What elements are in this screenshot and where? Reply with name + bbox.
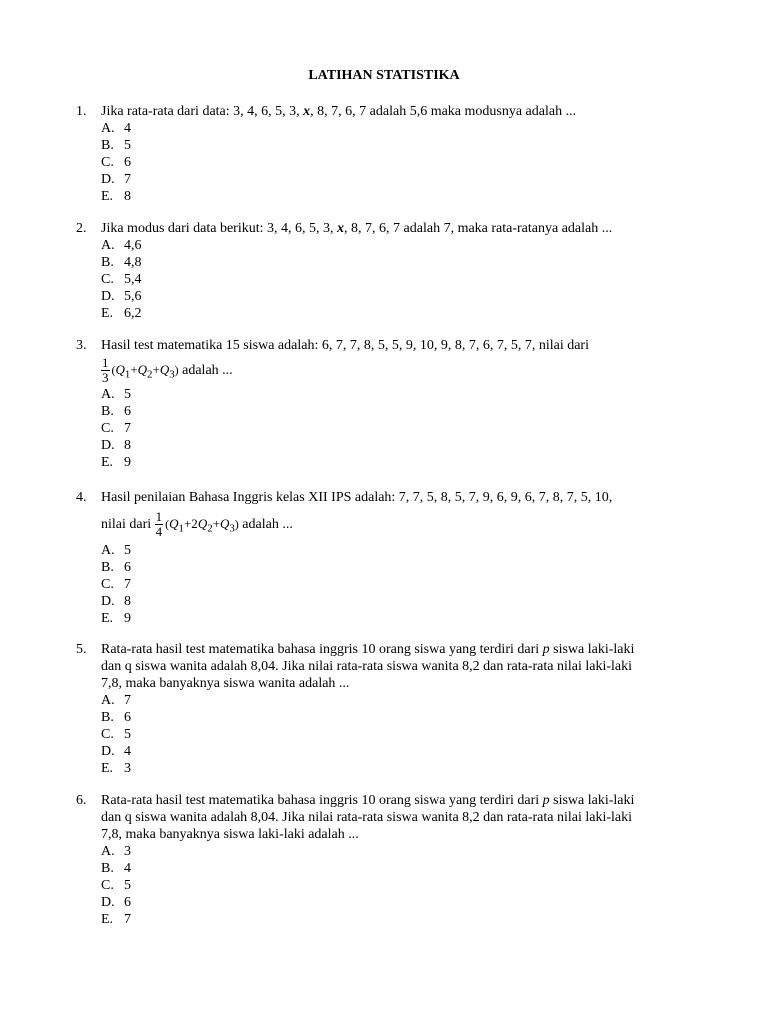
option-e: E. 7 <box>101 912 131 927</box>
question-number: 5. <box>76 642 87 657</box>
question-text: Hasil test matematika 15 siswa adalah: 6, 7, 7, 8, 5, 5, 9, 10, 9, 8, 7, 6, 7, 5, 7, nilai dari <box>101 338 589 353</box>
quartile-expression: $(Q_1+2Q_2+Q_3)$ <box>165 516 239 535</box>
option-d: D. 6 <box>101 895 131 910</box>
option-d: D. 7 <box>101 172 131 187</box>
fraction: $\frac{1}{4}$ <box>155 509 163 540</box>
option-a: A. 7 <box>101 693 131 708</box>
options-list <box>101 120 696 205</box>
question-number: 3. <box>76 338 87 353</box>
options-list <box>101 542 696 627</box>
option-b: B. 6 <box>101 560 131 575</box>
option-b: B. 6 <box>101 404 131 419</box>
question-text: Jika modus dari data berikut: 3, 4, 6, 5, 3, x, 8, 7, 6, 7 adalah 7, maka rata-ratanya adalah ... <box>101 221 613 236</box>
options-list <box>101 843 696 928</box>
options-list <box>101 692 696 777</box>
option-d: D. 8 <box>101 594 131 609</box>
variable-x: x <box>337 221 345 236</box>
option-e: E. 6,2 <box>101 306 142 321</box>
variable-p: p <box>542 793 550 808</box>
option-b: B. 6 <box>101 710 131 725</box>
question-5: 5. Rata-rata hasil test matematika bahasa inggris 10 orang siswa yang terdiri dari p siswa laki-laki dan q siswa wanita adalah 8,04. Jika nilai rata-rata siswa wanita 8,2 dan rata-rata nilai laki-laki 7,8, maka banyaknya siswa wanita adalah ... A. 7 B. 6 C. 5 D. 4 E. 3 <box>76 641 696 777</box>
options-list <box>101 386 696 471</box>
question-number: 1. <box>76 104 87 119</box>
question-3 <box>76 337 696 471</box>
formula-line: nilai dari $\frac{1}{4}$ $(Q_1+2Q_2+Q_3)$ adalah ... <box>101 509 293 540</box>
option-e: E. 9 <box>101 455 131 470</box>
question-2 <box>76 220 696 322</box>
option-a: A. 4,6 <box>101 238 142 253</box>
variable-x: x <box>303 104 311 119</box>
option-a: A. 4 <box>101 121 131 136</box>
fraction: $\frac{1}{3}$ <box>102 355 109 386</box>
option-b: B. 4 <box>101 861 131 876</box>
option-d: D. 4 <box>101 744 131 759</box>
option-c: C. 6 <box>101 155 131 170</box>
variable-p: p <box>542 642 550 657</box>
question-1 <box>76 103 696 205</box>
question-text: Rata-rata hasil test matematika bahasa inggris 10 orang siswa yang terdiri dari p siswa laki-laki <box>101 642 635 657</box>
question-text: Rata-rata hasil test matematika bahasa inggris 10 orang siswa yang terdiri dari p siswa laki-laki <box>101 793 635 808</box>
quartile-expression: $(Q_1+Q_2+Q_3)$ <box>111 362 179 381</box>
option-a: A. 3 <box>101 844 131 859</box>
option-e: E. 9 <box>101 611 131 626</box>
page-title: LATIHAN STATISTIKA <box>308 68 460 83</box>
option-a: A. 5 <box>101 543 131 558</box>
option-b: B. 4,8 <box>101 255 142 270</box>
option-c: C. 5 <box>101 727 131 742</box>
option-e: E. 8 <box>101 189 131 204</box>
option-b: B. 5 <box>101 138 131 153</box>
option-a: A. 5 <box>101 387 131 402</box>
option-c: C. 7 <box>101 577 131 592</box>
option-d: D. 8 <box>101 438 131 453</box>
question-number: 2. <box>76 221 87 236</box>
question-number: 4. <box>76 490 87 505</box>
option-d: D. 5,6 <box>101 289 142 304</box>
option-c: C. 5,4 <box>101 272 142 287</box>
option-c: C. 7 <box>101 421 131 436</box>
option-c: C. 5 <box>101 878 131 893</box>
question-text: Hasil penilaian Bahasa Inggris kelas XII IPS adalah: 7, 7, 5, 8, 5, 7, 9, 6, 9, 6, 7, 8, 7, 5, 10, <box>101 490 613 505</box>
question-text: Jika rata-rata dari data: 3, 4, 6, 5, 3, x, 8, 7, 6, 7 adalah 5,6 maka modusnya adalah ... <box>101 104 577 119</box>
question-number: 6. <box>76 793 87 808</box>
question-4 <box>76 489 696 627</box>
formula-line: $\frac{1}{3}$ $(Q_1+Q_2+Q_3)$ adalah ... <box>102 355 233 386</box>
option-e: E. 3 <box>101 761 131 776</box>
question-6: 6. Rata-rata hasil test matematika bahasa inggris 10 orang siswa yang terdiri dari p siswa laki-laki dan q siswa wanita adalah 8,04. Jika nilai rata-rata siswa wanita 8,2 dan rata-rata nilai laki-laki 7,8, maka banyaknya siswa laki-laki adalah ... A. 3 B. 4 C. 5 D. 6 E. 7 <box>76 792 696 928</box>
options-list <box>101 237 696 322</box>
